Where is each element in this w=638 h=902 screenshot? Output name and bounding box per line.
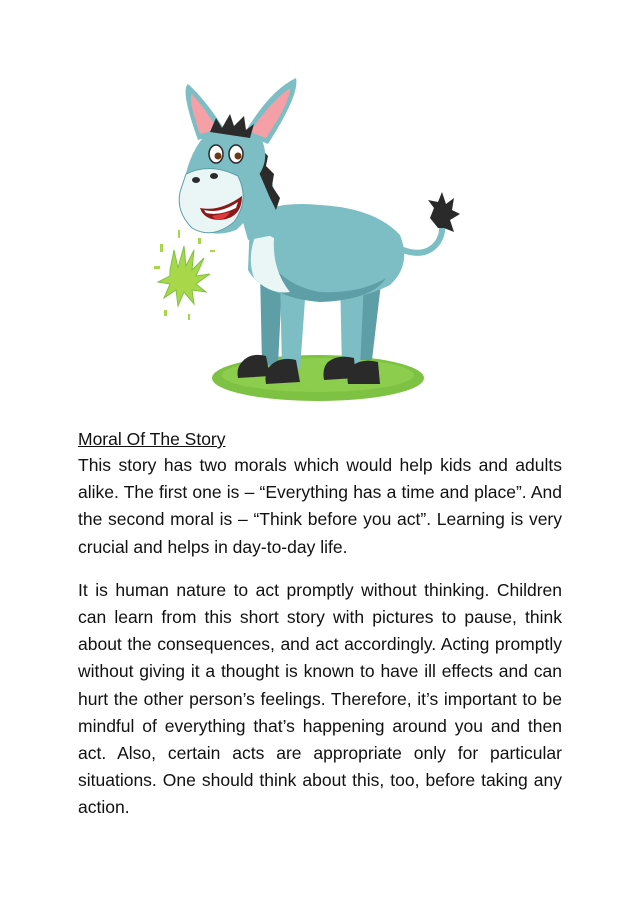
donkey-illustration bbox=[150, 70, 470, 410]
tail-tuft bbox=[428, 192, 460, 232]
grass-tuft bbox=[158, 246, 210, 306]
moral-paragraph: It is human nature to act promptly without thinking. Children can learn from this short story with pictures to pause, think about the consequences, and act accordingly. Acting promptly without giving it a thought is known to have ill effects and can hurt the other person’s feelings. Therefore, it’s important to be mindful of everything that’s happening around you and then act. Also, certain acts are appropriate only for particular situations. One should think about this, too, before taking any action. bbox=[78, 579, 562, 818]
moral-paragraph: This story has two morals which would help kids and adults alike. The first one is – “Everything has a time and place”. And the second moral is – “Think before you act”. Learning is very crucial and helps in day-to-day life. bbox=[78, 455, 562, 557]
moral-heading: Moral Of The Story bbox=[78, 429, 226, 449]
donkey-tail bbox=[398, 222, 442, 253]
hoof bbox=[238, 355, 271, 378]
moral-section bbox=[78, 427, 562, 822]
